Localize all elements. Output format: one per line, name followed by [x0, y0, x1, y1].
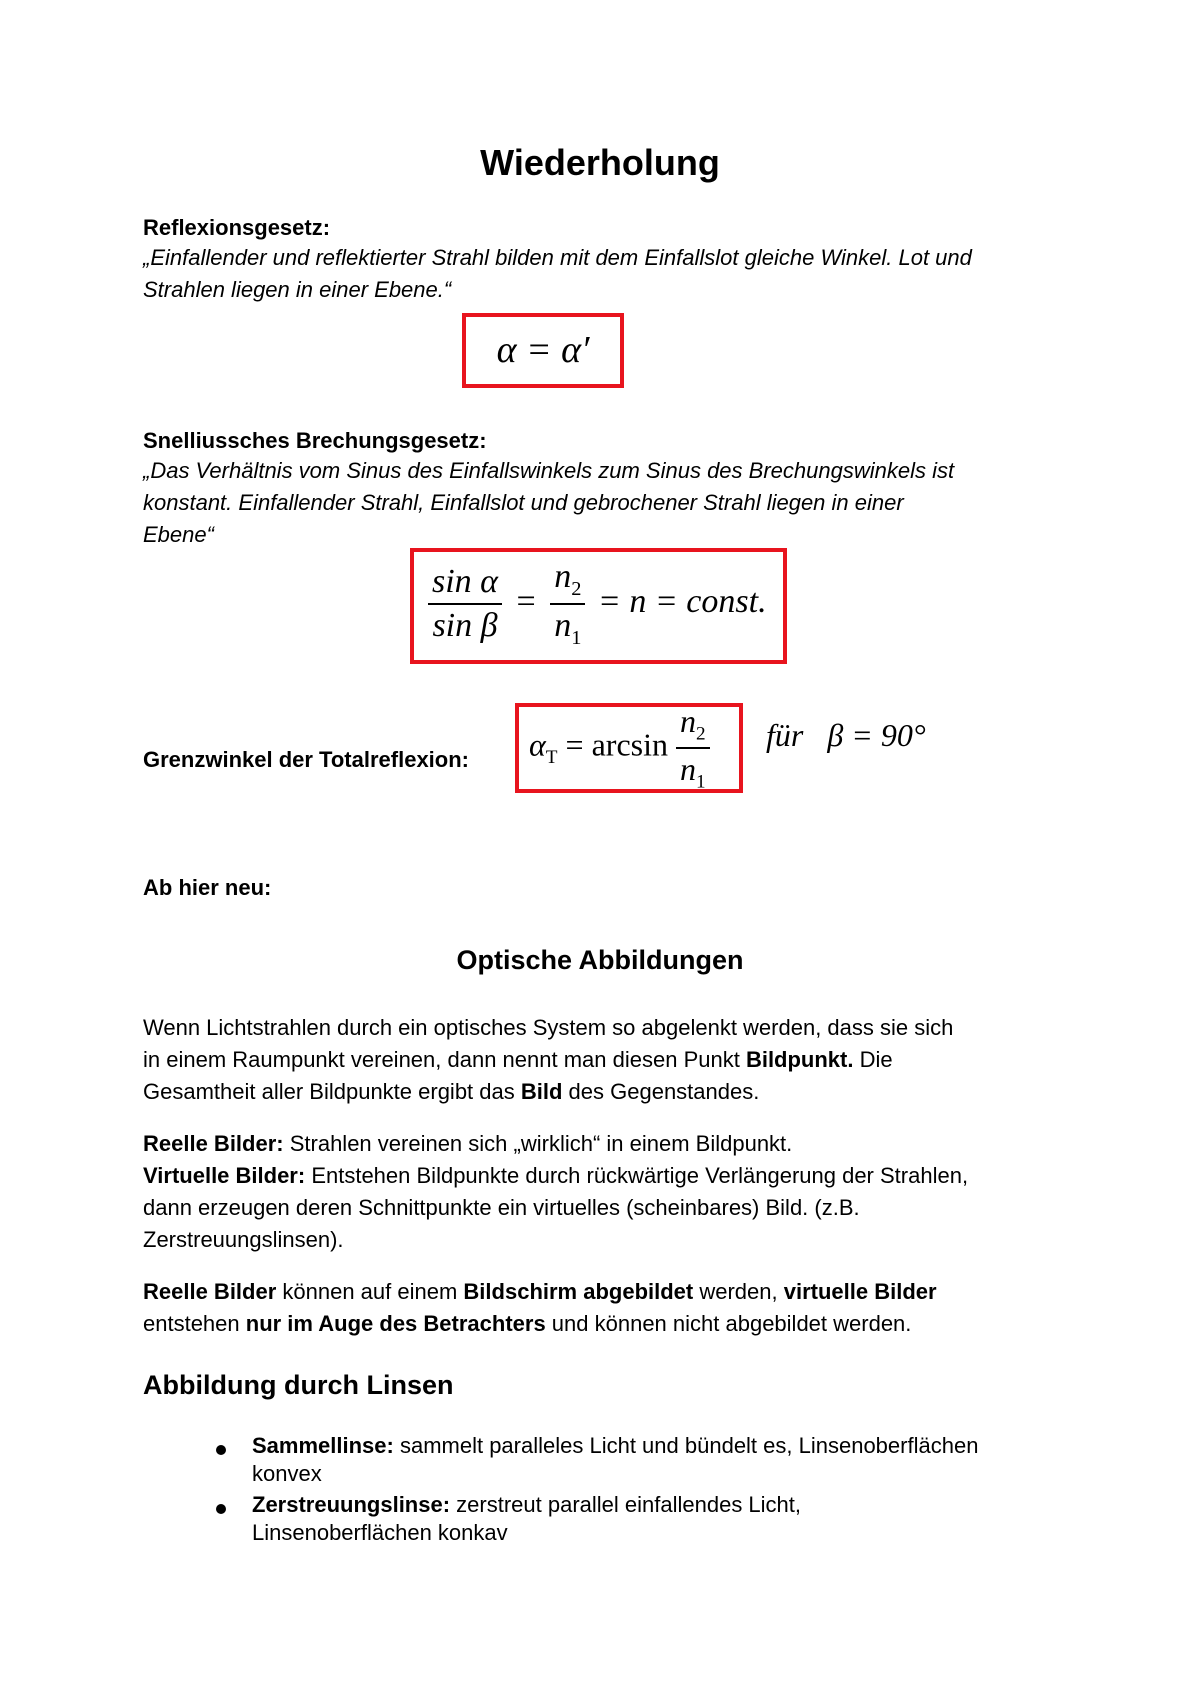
virtuell-line3: Zerstreuungslinsen). — [143, 1227, 344, 1252]
para3-auge: nur im Auge des Betrachters — [245, 1311, 546, 1336]
snellius-formula: $\frac{\text{sin α}}{\text{sin β}}$ = $\frac{n_2}{n_1}$ = n = const. — [428, 558, 767, 650]
para3-line2 — [143, 1308, 1103, 1340]
sammellinse-text-line2: konvex — [252, 1461, 322, 1486]
para1-line2-end: Die — [853, 1047, 893, 1072]
new-section-label: Ab hier neu: — [143, 875, 272, 900]
para2-reell — [143, 1128, 1103, 1160]
grenzwinkel-lhs-sub: T — [545, 747, 558, 769]
bullet-icon — [216, 1504, 226, 1514]
reflexion-heading: Reflexionsgesetz: — [143, 215, 331, 240]
reell-text: Strahlen vereinen sich „wirklich“ in einem Bildpunkt. — [283, 1131, 793, 1156]
page-title: Wiederholung — [480, 142, 720, 183]
grenzwinkel-func: = arcsin — [565, 726, 668, 763]
grenzwinkel-den: n — [679, 751, 696, 788]
zerstreuungslinse-text-line2: Linsenoberflächen konkav — [252, 1520, 508, 1545]
snellius-den-left: sin β — [432, 606, 498, 644]
grenzwinkel-den-sub: 1 — [695, 771, 706, 793]
sammellinse-term: Sammellinse: — [252, 1433, 394, 1458]
snellius-quote — [143, 455, 1103, 551]
snellius-num-right-sub: 2 — [571, 577, 582, 600]
para1-line2-text: in einem Raumpunkt vereinen, dann nennt man diesen Punkt — [143, 1047, 746, 1072]
snellius-fraction-left — [428, 563, 502, 645]
snellius-tail: = n = const. — [597, 582, 767, 620]
snellius-heading: Snelliussches Brechungsgesetz: — [143, 428, 487, 453]
reflexion-formula-box — [462, 313, 624, 388]
grenzwinkel-formula-box — [515, 703, 743, 793]
para1-line3-end: des Gegenstandes. — [562, 1079, 760, 1104]
snellius-quote-line3: Ebene“ — [143, 522, 214, 547]
reflexion-formula: α = α′ — [496, 329, 590, 371]
para3-bildschirm: Bildschirm abgebildet — [463, 1279, 694, 1304]
grenzwinkel-num-sub: 2 — [695, 723, 706, 745]
paragraph-abbildbarkeit — [143, 1276, 1103, 1340]
snellius-formula-box — [410, 548, 787, 664]
grenzwinkel-lhs: α — [529, 726, 546, 763]
para1-line3 — [143, 1076, 1083, 1108]
grenzwinkel-heading: Grenzwinkel der Totalreflexion: — [143, 747, 469, 772]
reell-label: Reelle Bilder: — [143, 1131, 284, 1156]
para3-reelle-bilder: Reelle Bilder — [143, 1279, 277, 1304]
sammellinse-text: sammelt paralleles Licht und bündelt es, Linsenoberflächen — [393, 1433, 979, 1458]
para3-text1: können auf einem — [276, 1279, 464, 1304]
para1-bild-term: Bild — [520, 1079, 563, 1104]
snellius-den-right-sub: 1 — [571, 626, 582, 649]
para3-line1 — [143, 1276, 1103, 1308]
linsen-heading: Abbildung durch Linsen — [143, 1370, 454, 1400]
grenzwinkel-num: n — [679, 703, 696, 739]
snellius-quote-line2: konstant. Einfallender Strahl, Einfallslot und gebrochener Strahl liegen in einer — [143, 490, 904, 515]
reflexion-quote-line2: Strahlen liegen in einer Ebene.“ — [143, 277, 452, 302]
snellius-num-right: n — [554, 558, 572, 595]
bullet-icon — [216, 1445, 226, 1455]
virtuell-line2: dann erzeugen deren Schnittpunkte ein virtuelles (scheinbares) Bild. (z.B. — [143, 1195, 860, 1220]
para1-line3-text: Gesamtheit aller Bildpunkte ergibt das — [143, 1079, 521, 1104]
zerstreuungslinse-term: Zerstreuungslinse: — [252, 1492, 451, 1517]
para3-text2: werden, — [693, 1279, 784, 1304]
para3-text3: entstehen — [143, 1311, 246, 1336]
para3-virtuelle-bilder: virtuelle Bilder — [783, 1279, 937, 1304]
paragraph-bildpunkt — [143, 1012, 1083, 1108]
para3-text4: und können nicht abgebildet werden. — [545, 1311, 912, 1336]
snellius-num-left: sin α — [428, 563, 502, 605]
grenzwinkel-formula — [529, 703, 710, 794]
para2-virtuell — [143, 1160, 1103, 1192]
section-title: Optische Abbildungen — [456, 945, 744, 975]
virtuell-label: Virtuelle Bilder: — [143, 1163, 306, 1188]
grenzwinkel-fraction — [676, 703, 710, 794]
snellius-den-right: n — [554, 606, 572, 644]
para1-line1: Wenn Lichtstrahlen durch ein optisches System so abgelenkt werden, dass sie sich — [143, 1015, 954, 1040]
paragraph-bildarten — [143, 1128, 1103, 1256]
linsen-list — [252, 1432, 1092, 1547]
grenzwinkel-condition: für β = 90° — [766, 717, 926, 753]
reflexion-quote-line1: „Einfallender und reflektierter Strahl bilden mit dem Einfallslot gleiche Winkel. Lot und — [143, 245, 972, 270]
list-item — [252, 1432, 1092, 1488]
list-item — [252, 1491, 1092, 1547]
reflexion-quote — [143, 242, 1103, 306]
snellius-quote-line1: „Das Verhältnis vom Sinus des Einfallswinkels zum Sinus des Brechungswinkels ist — [143, 458, 955, 483]
zerstreuungslinse-text: zerstreut parallel einfallendes Licht, — [450, 1492, 802, 1517]
snellius-fraction-right — [550, 558, 585, 650]
para1-line2 — [143, 1044, 1083, 1076]
virtuell-text: Entstehen Bildpunkte durch rückwärtige Verlängerung der Strahlen, — [305, 1163, 969, 1188]
para1-bildpunkt-term: Bildpunkt. — [745, 1047, 854, 1072]
